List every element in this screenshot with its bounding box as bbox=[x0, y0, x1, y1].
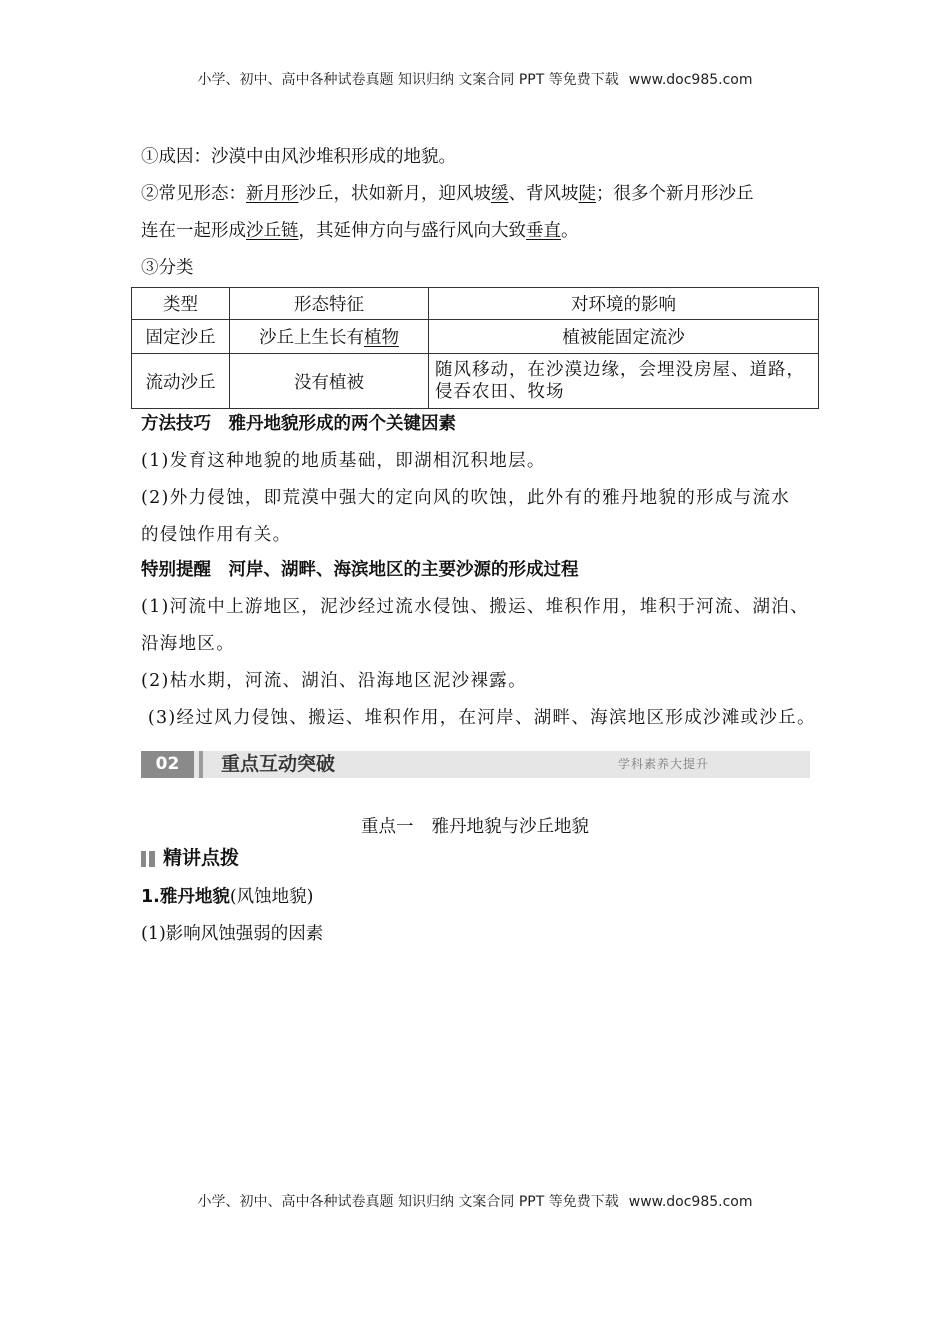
reminder-item: (2)枯水期，河流、湖泊、沿海地区泥沙裸露。 bbox=[141, 671, 527, 691]
cell-type: 固定沙丘 bbox=[132, 320, 230, 354]
forms-text: 连在一起形成 bbox=[141, 221, 246, 241]
forms-text: ；很多个新月形沙丘 bbox=[596, 184, 754, 204]
footer-watermark bbox=[0, 1191, 950, 1211]
feature-text: 沙丘上生长有 bbox=[259, 328, 364, 348]
yardang-subitem: (1)影响风蚀强弱的因素 bbox=[141, 924, 324, 944]
key-point-name: 雅丹地貌与沙丘地貌 bbox=[431, 817, 589, 837]
feature-text: 没有植被 bbox=[294, 372, 364, 393]
method-heading: 方法技巧 雅丹地貌形成的两个关键因素 bbox=[141, 414, 456, 434]
watermark-url[interactable]: www.doc985.com bbox=[628, 1194, 753, 1210]
method-item: (1)发育这种地貌的地质基础，即湖相沉积地层。 bbox=[141, 451, 546, 471]
cell-impact: 植被能固定流沙 bbox=[429, 320, 819, 354]
underlined-term: 新月形 bbox=[246, 184, 299, 204]
forms-text: ，其延伸方向与盛行风向大致 bbox=[298, 221, 526, 241]
forms-text: 、背风坡 bbox=[508, 184, 579, 204]
yardang-rest: (风蚀地貌) bbox=[229, 887, 314, 907]
header-type: 类型 bbox=[132, 288, 230, 320]
watermark-text: 小学、初中、高中各种试卷真题 知识归纳 文案合同 PPT 等免费下载 bbox=[197, 1194, 619, 1210]
underlined-term: 陡 bbox=[578, 184, 596, 204]
reminder-heading: 特别提醒 河岸、湖畔、海滨地区的主要沙源的形成过程 bbox=[141, 560, 579, 580]
cause-label: ①成因： bbox=[141, 147, 211, 167]
dune-classification-table bbox=[131, 287, 819, 409]
classify-label: ③分类 bbox=[141, 258, 194, 278]
table-row bbox=[132, 354, 819, 409]
yardang-title bbox=[141, 879, 821, 916]
forms-text: 。 bbox=[561, 221, 579, 241]
table-row bbox=[132, 320, 819, 354]
dune-forms-line1 bbox=[141, 176, 821, 213]
special-reminder bbox=[141, 552, 821, 737]
banner-subtitle: 学科素养大提升 bbox=[618, 757, 710, 771]
key-point-prefix: 重点一 bbox=[361, 817, 414, 837]
cell-type: 流动沙丘 bbox=[132, 354, 230, 409]
cell-feature bbox=[230, 320, 429, 354]
method-item: (2)外力侵蚀，即荒漠中强大的定向风的吹蚀，此外有的雅丹地貌的形成与流水 bbox=[141, 488, 791, 508]
reminder-item: (1)河流中上游地区，泥沙经过流水侵蚀、搬运、堆积作用，堆积于河流、湖泊、 bbox=[141, 597, 809, 617]
table-header-row bbox=[132, 288, 819, 320]
underlined-term: 垂直 bbox=[526, 221, 561, 241]
header-impact: 对环境的影响 bbox=[429, 288, 819, 320]
reminder-item: (3)经过风力侵蚀、搬运、堆积作用，在河岸、湖畔、海滨地区形成沙滩或沙丘。 bbox=[141, 708, 816, 728]
dune-description bbox=[141, 139, 821, 287]
section-banner bbox=[141, 751, 810, 778]
watermark-text: 小学、初中、高中各种试卷真题 知识归纳 文案合同 PPT 等免费下载 bbox=[197, 72, 619, 88]
dune-forms-line2 bbox=[141, 213, 821, 250]
divider-bar bbox=[199, 751, 203, 778]
header-feature: 形态特征 bbox=[230, 288, 429, 320]
method-item: 的侵蚀作用有关。 bbox=[141, 525, 292, 545]
cell-impact: 随风移动，在沙漠边缘，会埋没房屋、道路，侵吞农田、牧场 bbox=[429, 354, 819, 409]
yardang-section bbox=[141, 879, 821, 953]
dune-cause bbox=[141, 139, 821, 176]
key-point-title bbox=[0, 813, 950, 838]
section-marker-icon bbox=[141, 851, 155, 867]
underlined-term: 植物 bbox=[364, 328, 399, 348]
method-tips bbox=[141, 406, 821, 554]
cause-text: 沙漠中由风沙堆积形成的地貌。 bbox=[211, 147, 456, 167]
underlined-term: 沙丘链 bbox=[246, 221, 299, 241]
cell-feature bbox=[230, 354, 429, 409]
yardang-bold: 1.雅丹地貌 bbox=[141, 887, 230, 907]
section-label: 精讲点拨 bbox=[163, 847, 240, 869]
header-watermark bbox=[0, 69, 950, 89]
forms-text: 沙丘，状如新月，迎风坡 bbox=[298, 184, 491, 204]
underlined-term: 缓 bbox=[491, 184, 509, 204]
forms-label: ②常见形态： bbox=[141, 184, 246, 204]
banner-title: 重点互动突破 bbox=[221, 753, 336, 775]
reminder-item: 沿海地区。 bbox=[141, 634, 235, 654]
watermark-url[interactable]: www.doc985.com bbox=[628, 72, 753, 88]
section-number: 02 bbox=[141, 751, 194, 778]
